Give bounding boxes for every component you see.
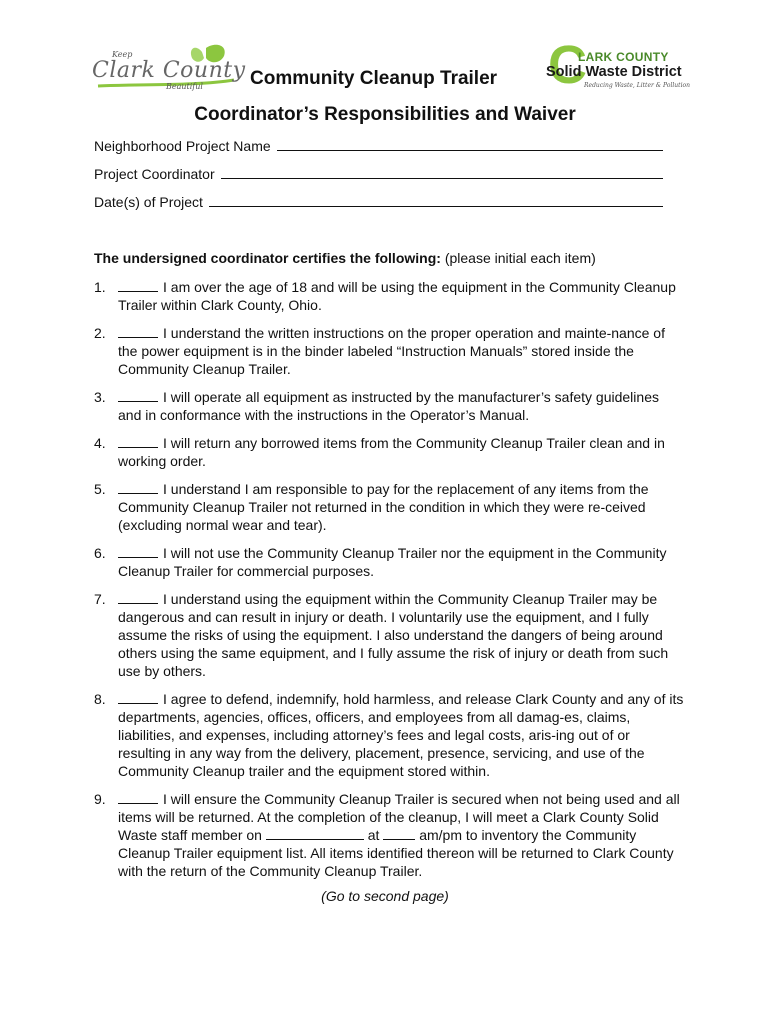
item-number: 5. xyxy=(94,481,106,497)
initial-blank[interactable] xyxy=(118,791,158,804)
list-item xyxy=(94,590,684,680)
item-text: I agree to defend, indemnify, hold harmless, and release Clark County and any of its departments, agencies, offices, officers, and employees from all damag-es, claims, liabilities, and expenses, including attorney’s fees and legal costs, aris-ing out of or resulting in any way from the delivery, placement, presence, servicing, and use of the Community Cleanup trailer and the equipment stored within. xyxy=(118,691,684,779)
logo-district-text: Solid Waste District xyxy=(546,64,682,80)
document-title: Community Cleanup Trailer xyxy=(250,68,498,89)
item-text: I will return any borrowed items from the Community Cleanup Trailer clean and in working order. xyxy=(118,435,665,469)
list-item xyxy=(94,690,684,780)
item-text: I understand I am responsible to pay for the replacement of any items from the Community Cleanup Trailer not returned in the condition in which they were re-ceived (excluding normal wear and tear). xyxy=(118,481,649,533)
list-item xyxy=(94,388,684,424)
item-text: I understand using the equipment within the Community Cleanup Trailer may be dangerous and can result in injury or death. I voluntarily use the equipment, and I fully assume the risks of using the equipment. I also understand the dangers of being around others using the same equipment, and I fully assume the risk of injury or death from such use by others. xyxy=(118,591,669,679)
item-number: 1. xyxy=(94,279,106,295)
list-item xyxy=(94,480,684,534)
list-item xyxy=(94,434,684,470)
logo-c-letter: C xyxy=(548,35,587,95)
document-subtitle: Coordinator’s Responsibilities and Waiver xyxy=(194,104,576,125)
item-number: 3. xyxy=(94,389,106,405)
field-label: Date(s) of Project xyxy=(94,194,203,210)
logo-keep-text: Keep xyxy=(112,50,133,59)
list-item xyxy=(94,324,684,378)
certification-bold-text: The undersigned coordinator certifies the following: xyxy=(94,250,441,266)
item-text: I will ensure the Community Cleanup Trailer is secured when not being used and all items will be returned. At the completion of the cleanup, I will meet a Clark County Solid Waste staff member on xyxy=(118,791,680,843)
initial-blank[interactable] xyxy=(118,481,158,494)
item-text: am/pm to inventory the Community Cleanup Trailer equipment list. All items identified thereon will be returned to Clark County with the return of the Community Cleanup Trailer. xyxy=(118,827,674,879)
go-to-second-page-note: (Go to second page) xyxy=(321,888,449,904)
initial-blank[interactable] xyxy=(118,325,158,338)
initial-blank[interactable] xyxy=(118,591,158,604)
item-number: 8. xyxy=(94,691,106,707)
project-dates-field[interactable] xyxy=(94,194,663,210)
item-text: I understand the written instructions on the proper operation and mainte-nance of the power equipment is in the binder labeled “Instruction Manuals” stored inside the Community Cleanup Trailer. xyxy=(118,325,665,377)
list-item xyxy=(94,544,684,580)
project-name-field[interactable] xyxy=(94,138,663,154)
item-text: I will operate all equipment as instructed by the manufacturer’s safety guidelines and in conformance with the instructions in the Operator’s Manual. xyxy=(118,389,659,423)
certification-heading xyxy=(94,250,596,266)
logo-beautiful-text: Beautiful xyxy=(166,82,203,91)
project-coordinator-field[interactable] xyxy=(94,166,663,182)
meeting-date-blank[interactable] xyxy=(266,827,364,840)
certification-note: (please initial each item) xyxy=(444,250,596,266)
initial-blank[interactable] xyxy=(118,389,158,402)
project-dates-line[interactable] xyxy=(209,194,663,207)
keep-clark-county-beautiful-logo xyxy=(88,40,246,100)
solid-waste-district-logo xyxy=(544,35,694,95)
field-label: Project Coordinator xyxy=(94,166,215,182)
item-number: 6. xyxy=(94,545,106,561)
logo-tagline-text: Reducing Waste, Litter & Pollution xyxy=(584,82,690,89)
initial-blank[interactable] xyxy=(118,545,158,558)
logo-clark-county-text: Clark County xyxy=(92,58,246,83)
logo-county-text: LARK COUNTY xyxy=(578,50,669,64)
item-number: 2. xyxy=(94,325,106,341)
initial-blank[interactable] xyxy=(118,691,158,704)
initial-blank[interactable] xyxy=(118,435,158,448)
meeting-time-blank[interactable] xyxy=(383,827,415,840)
item-number: 9. xyxy=(94,791,106,807)
project-coordinator-line[interactable] xyxy=(221,166,663,179)
item-number: 7. xyxy=(94,591,106,607)
item-text: at xyxy=(367,827,380,843)
item-text: I am over the age of 18 and will be using the equipment in the Community Cleanup Trailer within Clark County, Ohio. xyxy=(118,279,676,313)
project-name-line[interactable] xyxy=(277,138,663,151)
item-text: I will not use the Community Cleanup Trailer nor the equipment in the Community Cleanup Trailer for commercial purposes. xyxy=(118,545,667,579)
field-label: Neighborhood Project Name xyxy=(94,138,271,154)
list-item xyxy=(94,278,684,314)
item-number: 4. xyxy=(94,435,106,451)
list-item xyxy=(94,790,684,880)
initial-blank[interactable] xyxy=(118,279,158,292)
responsibilities-list xyxy=(94,278,684,890)
